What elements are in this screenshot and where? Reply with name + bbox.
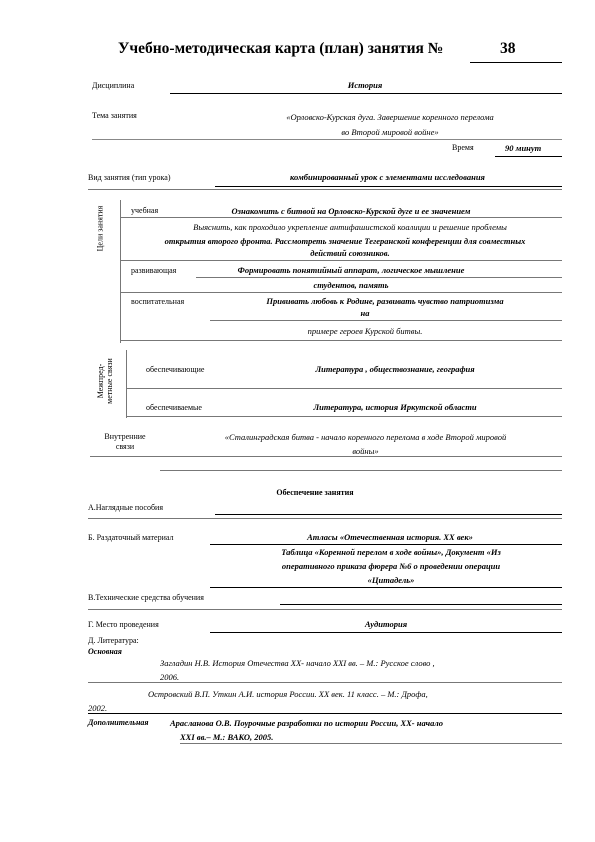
discipline-underline [170,93,562,94]
goal-educational-label: учебная [131,206,159,215]
time-value: 90 минут [505,143,542,153]
provided-underline [126,416,562,417]
goal-upbringing-line-3: примере героев Курской битвы. [307,326,423,336]
lesson-type-box-bottom [88,189,562,190]
provided-label: обеспечиваемые [146,403,202,412]
handout-underline-1 [210,544,562,545]
goal-educational-line-4: действий союзников. [310,248,390,258]
handout-line-2: Таблица «Коренной перелом в ходе войны», Документ «Из [281,547,501,557]
time-underline [495,156,562,157]
literature-label: Д. Литература: [88,636,139,645]
page-title: Учебно-методическая карта (план) занятия № [118,40,444,57]
goal-developmental-underline-2 [120,292,562,293]
visual-aids-box-bottom [88,518,562,519]
internal-links-label-line-1: Внутренние [104,432,146,441]
lesson-type-label: Вид занятия (тип урока) [88,173,171,182]
topic-box [92,121,562,140]
handout-underline-2 [210,587,562,588]
literature-extra-label: Дополнительная [88,718,149,727]
providing-underline [126,388,562,389]
literature-main-label: Основная [88,647,122,656]
literature-main-2-line-2: 2002. [88,703,108,713]
internal-links-label [90,432,160,452]
goal-developmental-line-1: Формировать понятийный аппарат, логическое мышление [237,265,465,275]
literature-main-2-underline [88,713,562,714]
goal-educational-line-2: Выяснить, как проходило укрепление антифашистской коалиции и решение проблемы [193,222,507,232]
goal-upbringing-underline-1 [210,320,562,321]
providing-value: Литература , обществознание, география [315,364,475,374]
provided-value: Литература, история Иркутской области [313,402,477,412]
literature-extra-line-1: Арасланова О.В. Поурочные разработки по истории России, XX- начало [170,718,443,728]
lesson-number-underline [470,62,562,63]
goal-upbringing-line-1: Прививать любовь к Родине, развивать чувство патриотизма [266,296,504,306]
internal-links-underline-1 [90,456,562,457]
time-label: Время [452,143,474,152]
technical-underline [280,604,562,605]
goal-developmental-line-2: студентов, память [313,280,389,290]
visual-aids-underline [215,514,562,515]
goal-educational-underline-1 [120,217,562,218]
goals-group-label: Цели занятия [95,205,105,252]
literature-main-1-line-2: 2006. [160,672,180,682]
handout-line-1: Атласы «Отечественная история. XX век» [307,532,473,542]
lesson-type-value: комбинированный урок с элементами исследования [290,172,485,182]
goal-developmental-label: развивающая [131,266,177,275]
handout-line-3: оперативного приказа фюрера №6 о проведении операции [281,561,501,571]
interdisciplinary-group-line-1: Межпред- [96,363,105,399]
technical-label: В.Технические средства обучения [88,593,204,602]
goal-developmental-underline-1 [196,277,562,278]
goal-upbringing-underline-2 [120,340,562,341]
venue-label: Г. Место проведения [88,620,159,629]
lesson-type-underline [215,186,562,187]
goal-educational-line-1: Ознакомить с битвой на Орловско-Курской дуге и ее значением [231,206,471,216]
internal-links-line-2: войны» [352,446,379,456]
literature-extra-underline [180,743,562,744]
lesson-number: 38 [500,40,516,57]
providing-label: обеспечивающие [146,365,205,374]
technical-box-bottom [88,609,562,610]
venue-value: Аудитория [364,619,408,629]
handout-label: Б. Раздаточный материал [88,533,174,542]
interdisciplinary-left-border [126,350,127,418]
internal-links-label-line-2: связи [115,442,135,451]
literature-extra-line-2: XXI вв.– М.: ВАКО, 2005. [180,732,274,742]
goal-educational-underline-2 [120,260,562,261]
interdisciplinary-group-label [96,346,114,416]
goal-upbringing-label: воспитательная [131,297,185,306]
topic-label: Тема занятия [92,111,137,120]
goal-upbringing-line-2: на [360,308,370,318]
literature-main-1-underline [88,682,562,683]
literature-main-1-line-1: Загладин Н.В. История Отечества XX- начало XXI вв. – М.: Русское слово , [160,658,435,668]
handout-line-4: «Цитадель» [367,575,415,585]
interdisciplinary-group-line-2: метные связи [105,358,114,404]
topic-line-2: во Второй мировой войне» [341,127,439,137]
goal-educational-line-3: открытия второго фронта. Рассмотреть значение Тегеранской конференции для совместных [164,236,526,246]
internal-links-line-1: «Сталинградская битва - начало коренного перелома в ходе Второй мировой [224,432,507,442]
discipline-label: Дисциплина [92,81,135,90]
provision-heading: Обеспечение занятия [276,488,354,497]
discipline-value: История [347,80,383,90]
topic-line-1: «Орловско-Курская дуга. Завершение коренного перелома [286,112,494,122]
goals-left-border [120,200,121,343]
venue-underline [210,632,562,633]
literature-main-2-line-1: Островский В.П. Уткин А.И. история России. XX век. 11 класс. – М.: Дрофа, [148,689,428,699]
internal-links-underline-2 [160,470,562,471]
visual-aids-label: А.Наглядные пособия [88,503,163,512]
